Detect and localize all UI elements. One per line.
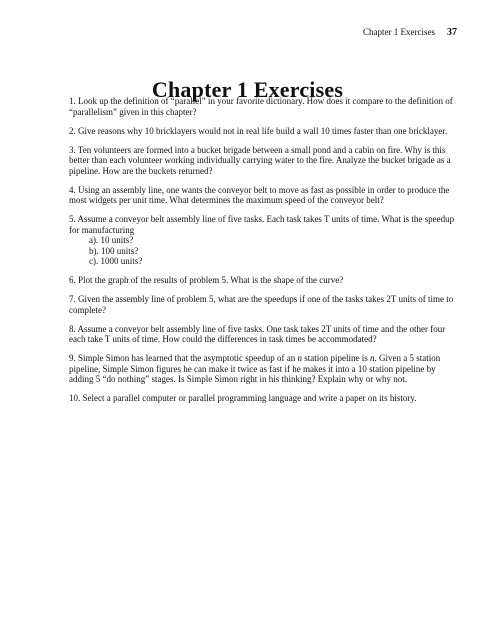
exercise-list [69,96,461,412]
exercise-text: 8. Assume a conveyor belt assembly line of five tasks. One task takes 2T units of time and the other four each take T units of time. How could the differences in task times be accommodated? [69,323,446,344]
exercise-text: 4. Using an assembly line, one wants the conveyor belt to move as fast as possible in order to produce the most widgets per unit time. What determines the maximum speed of the conveyor belt? [69,184,450,205]
chapter-title: Chapter 1 Exercises [151,76,344,102]
exercise-text-part: station pipeline is [301,353,370,363]
exercise-text: 1. Look up the definition of “parallel” in your favorite dictionary. How does it compare to the definition of “parallelism” given in this chapter? [69,96,453,117]
exercise-item [69,353,461,385]
exercise-text: 6. Plot the graph of the results of problem 5. What is the shape of the curve? [69,275,344,285]
exercise-text: 3. Ten volunteers are formed into a bucket brigade between a small pond and a cabin on fire. Why is this better than each volunteer working individually carrying water to the fire. Analyze the bucket brigade as a pipeline. How are the buckets returned? [69,144,451,176]
exercise-item [69,294,461,315]
exercise-item [69,126,461,137]
exercise-item [69,393,461,404]
running-title: Chapter 1 Exercises [363,27,435,37]
exercise-item [69,145,461,177]
exercise-sub-item: c). 1000 units? [89,256,143,266]
exercise-sub-item: a). 10 units? [89,235,134,245]
exercise-text-part: 9. Simple Simon has learned that the asymptotic speedup of an [69,353,298,363]
exercise-text: 10. Select a parallel computer or parallel programming language and write a paper on its history. [69,393,417,403]
variable-n: n [297,353,302,363]
exercise-sub-list [69,235,461,267]
exercise-item [69,324,461,345]
exercise-item [69,214,461,267]
exercise-text: 2. Give reasons why 10 bricklayers would not in real life build a wall 10 times faster than one bricklayer. [69,125,448,136]
exercise-item [69,275,461,286]
variable-n: n [369,353,375,363]
exercise-text: 7. Given the assembly line of problem 5, what are the speedups if one of the tasks takes 2T units of time to complete? [69,294,454,315]
running-header [363,27,457,38]
exercise-sub-item: b). 100 units? [89,245,139,256]
page-number: 37 [447,27,457,38]
exercise-text-part: . Given a 5 station pipeline, Simple Simon figures he can make it twice as fast if he makes it into a 10 station pipeline by adding 5 “do nothing” stages. Is Simple Simon right in his thinking? Explain why or why not. [69,353,441,384]
exercise-text: 5. Assume a conveyor belt assembly line of five tasks. Each task takes T units of time. What is the speedup for manufacturing [69,214,455,235]
exercise-item [69,96,461,117]
exercise-item [69,185,461,206]
